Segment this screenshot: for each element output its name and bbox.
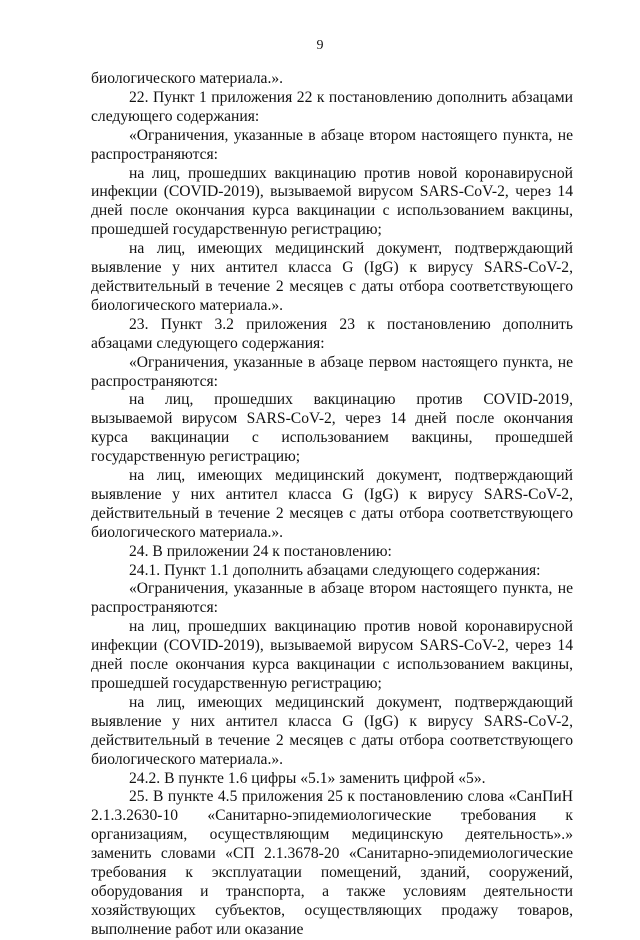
paragraph: на лиц, прошедших вакцинацию против COVID-2019, вызываемой вирусом SARS-CoV-2, через 14 дней после окончания курса вакцинации с использованием вакцины, прошедшей государственную регистрацию; [91,391,573,466]
paragraph: на лиц, прошедших вакцинацию против новой коронавирусной инфекции (COVID-2019), вызываемой вирусом SARS-CoV-2, через 14 дней после окончания курса вакцинации с использованием вакцины, прошедшей государственную регистрацию; [91,164,573,239]
page-number: 9 [316,38,324,53]
paragraph: на лиц, имеющих медицинский документ, подтверждающий выявление у них антител класса G (IgG) к вирусу SARS-CoV-2, действительный в течение 2 месяцев с даты отбора соответствующего биологического материала.». [91,693,573,768]
paragraph: на лиц, имеющих медицинский документ, подтверждающий выявление у них антител класса G (IgG) к вирусу SARS-CoV-2, действительный в течение 2 месяцев с даты отбора соответствующего биологического материала.». [91,467,573,541]
paragraph: «Ограничения, указанные в абзаце втором настоящего пункта, не распространяются: [91,580,573,617]
paragraph: «Ограничения, указанные в абзаце втором настоящего пункта, не распространяются: [91,126,573,163]
paragraph: 24.2. В пункте 1.6 цифры «5.1» заменить цифрой «5». [129,769,486,787]
paragraph: на лиц, имеющих медицинский документ, подтверждающий выявление у них антител класса G (IgG) к вирусу SARS-CoV-2, действительный в течение 2 месяцев с даты отбора соответствующего биологического материала.». [91,240,573,314]
document-body [91,70,573,940]
paragraph: на лиц, прошедших вакцинацию против новой коронавирусной инфекции (COVID-2019), вызываемой вирусом SARS-CoV-2, через 14 дней после окончания курса вакцинации с использованием вакцины, прошедшей государственную регистрацию; [91,618,573,692]
paragraph: 25. В пункте 4.5 приложения 25 к постановлению слова «СанПиН 2.1.3.2630-10 «Санитарно-эпидемиологические требования к организациям, осуществляющим медицинскую деятельность».» заменить словами «СП 2.1.3678-20 «Санитарно-эпидемиологические требования к эксплуатации помещений, зданий, сооружений, оборудования и транспорта, а также условиям деятельности хозяйствующих субъектов, осуществляющих продажу товаров, выполнение работ или оказание [91,788,573,938]
paragraph: «Ограничения, указанные в абзаце первом настоящего пункта, не распространяются: [91,353,573,390]
paragraph: биологического материала.». [91,70,284,87]
paragraph: 23. Пункт 3.2 приложения 23 к постановлению дополнить абзацами следующего содержания: [91,315,573,352]
paragraph: 24.1. Пункт 1.1 дополнить абзацами следующего содержания: [129,561,541,579]
paragraph: 22. Пункт 1 приложения 22 к постановлению дополнить абзацами следующего содержания: [91,88,573,125]
paragraph: 24. В приложении 24 к постановлению: [129,542,392,560]
